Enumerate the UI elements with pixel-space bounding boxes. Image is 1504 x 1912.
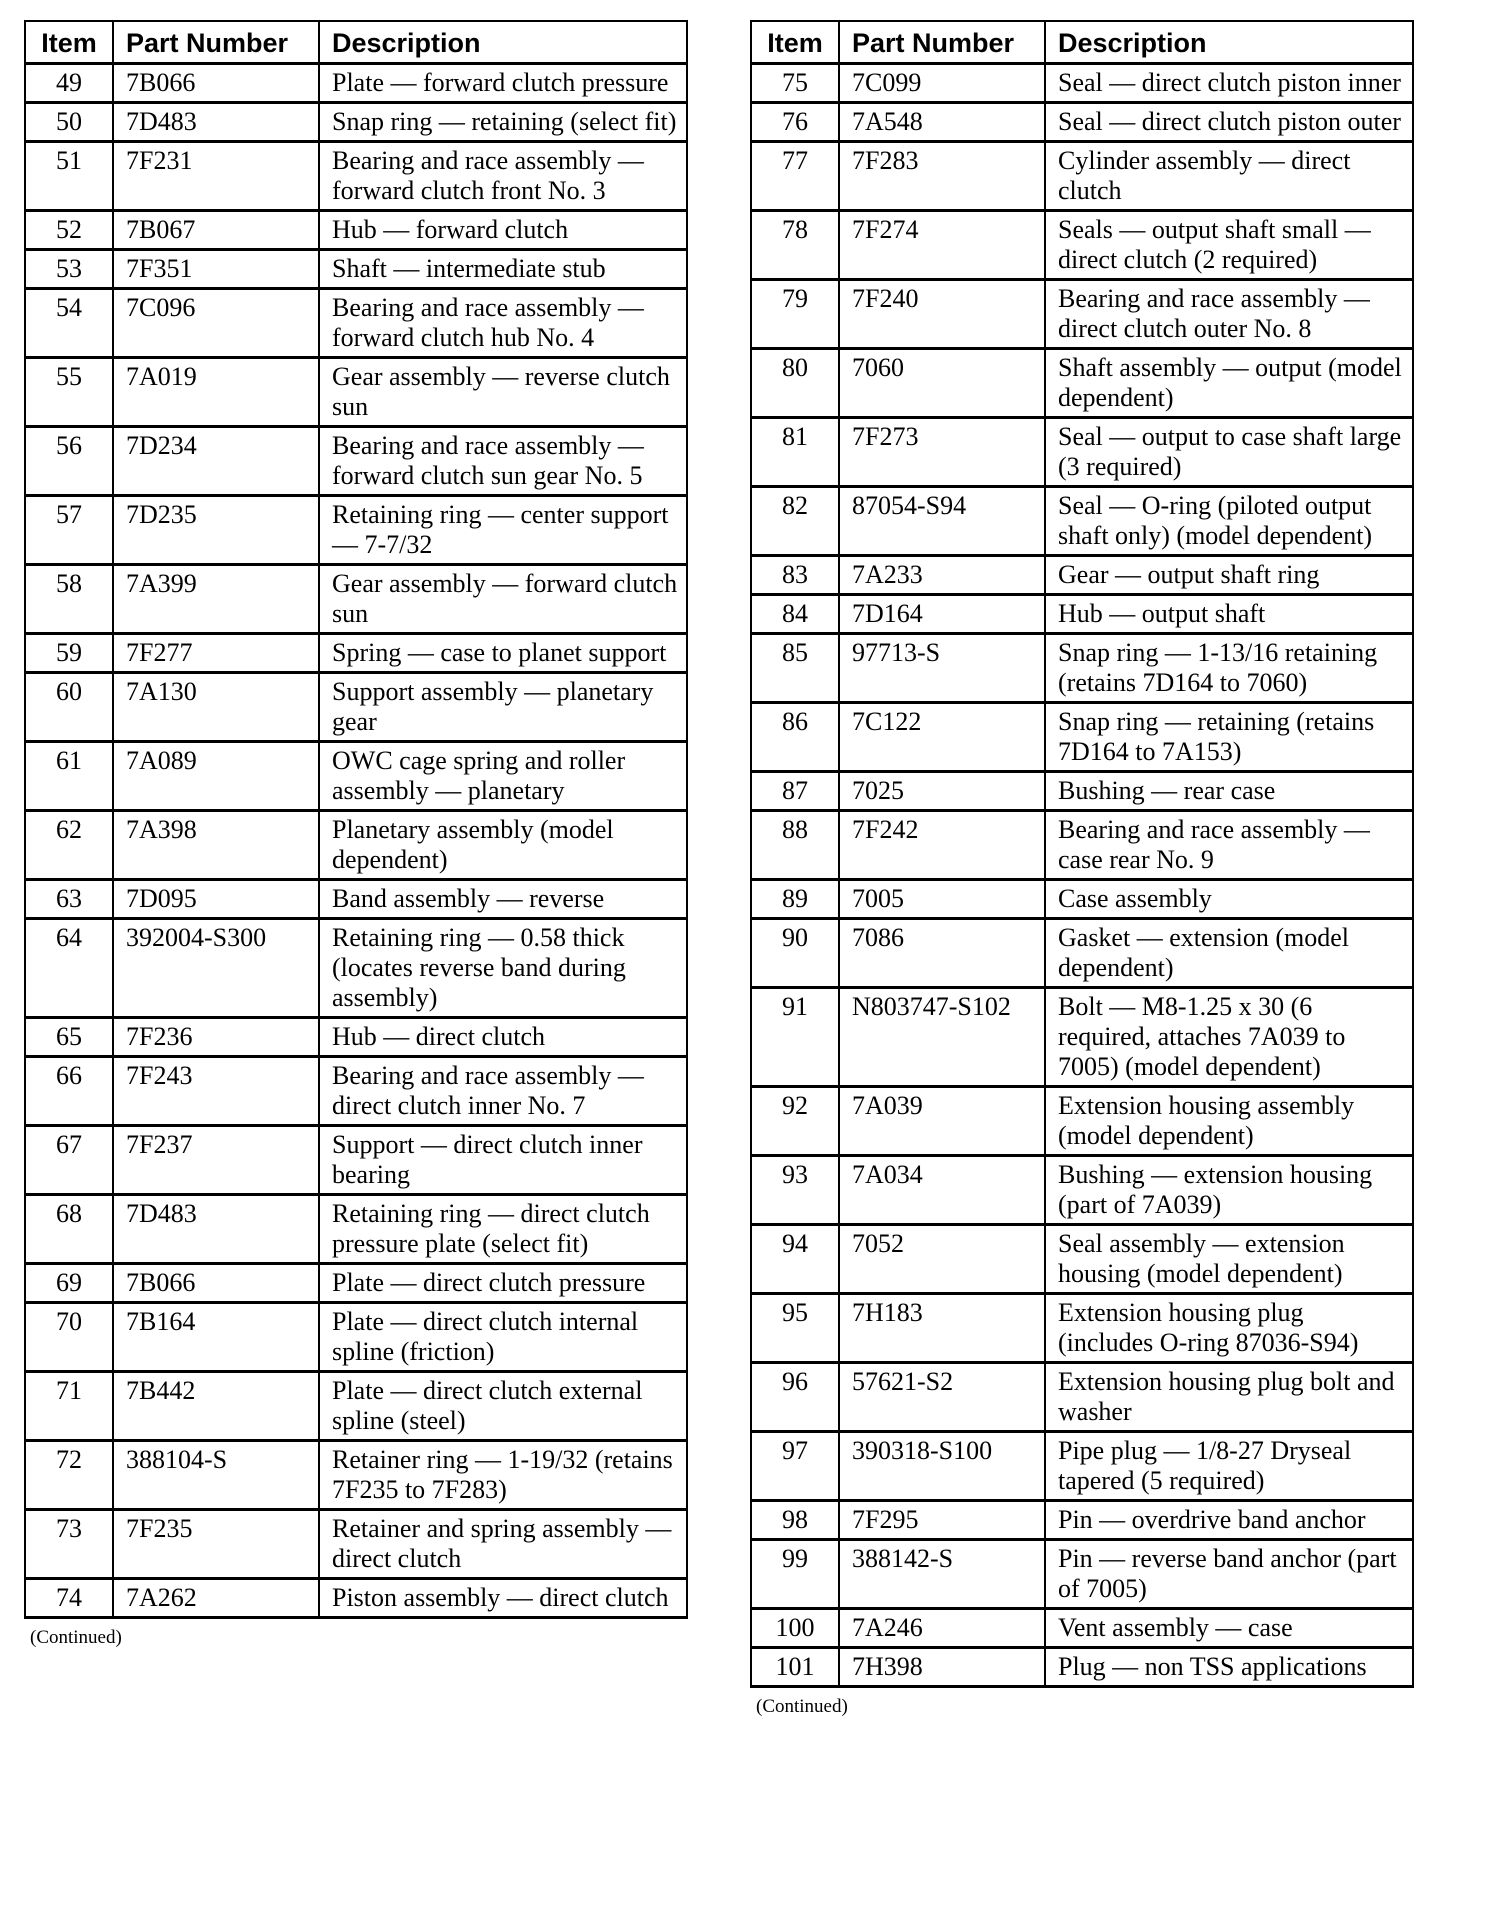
part-number-cell: 7D235 <box>113 496 319 565</box>
table-row <box>25 358 687 427</box>
part-number-cell: 7F351 <box>113 250 319 289</box>
item-cell: 88 <box>751 811 839 880</box>
table-row <box>751 211 1413 280</box>
description-cell: Support assembly — planetary gear <box>319 673 687 742</box>
part-number-cell: 7B164 <box>113 1303 319 1372</box>
description-cell: Snap ring — retaining (select fit) <box>319 103 687 142</box>
item-cell: 55 <box>25 358 113 427</box>
item-cell: 86 <box>751 703 839 772</box>
table-row <box>751 142 1413 211</box>
part-number-cell: 7D164 <box>839 595 1045 634</box>
description-cell: Bearing and race assembly — case rear No. 9 <box>1045 811 1413 880</box>
table-row <box>25 565 687 634</box>
part-number-cell: 7A089 <box>113 742 319 811</box>
item-cell: 59 <box>25 634 113 673</box>
table-row <box>751 1540 1413 1609</box>
item-cell: 83 <box>751 556 839 595</box>
table-row <box>25 1372 687 1441</box>
description-cell: Hub — forward clutch <box>319 211 687 250</box>
description-cell: Seal assembly — extension housing (model dependent) <box>1045 1225 1413 1294</box>
left-parts-table <box>24 20 688 1619</box>
part-number-cell: 7A246 <box>839 1609 1045 1648</box>
table-row <box>25 64 687 103</box>
table-row <box>751 595 1413 634</box>
item-cell: 68 <box>25 1195 113 1264</box>
description-cell: Snap ring — retaining (retains 7D164 to 7A153) <box>1045 703 1413 772</box>
table-row <box>751 556 1413 595</box>
part-number-cell: 7005 <box>839 880 1045 919</box>
item-column-header: Item <box>25 21 113 64</box>
item-cell: 74 <box>25 1579 113 1618</box>
item-cell: 101 <box>751 1648 839 1687</box>
part-number-cell: 7F236 <box>113 1018 319 1057</box>
item-cell: 66 <box>25 1057 113 1126</box>
description-cell: Bearing and race assembly — forward clutch hub No. 4 <box>319 289 687 358</box>
description-cell: Pipe plug — 1/8-27 Dryseal tapered (5 required) <box>1045 1432 1413 1501</box>
item-cell: 63 <box>25 880 113 919</box>
part-number-cell: 7A233 <box>839 556 1045 595</box>
item-cell: 96 <box>751 1363 839 1432</box>
part-number-cell: 7060 <box>839 349 1045 418</box>
item-cell: 54 <box>25 289 113 358</box>
item-cell: 84 <box>751 595 839 634</box>
description-cell: Seal — O-ring (piloted output shaft only) (model dependent) <box>1045 487 1413 556</box>
table-row <box>25 634 687 673</box>
part-number-cell: 7F277 <box>113 634 319 673</box>
item-cell: 62 <box>25 811 113 880</box>
part-number-cell: 7C096 <box>113 289 319 358</box>
part-number-cell: N803747-S102 <box>839 988 1045 1087</box>
description-cell: Gasket — extension (model dependent) <box>1045 919 1413 988</box>
item-cell: 52 <box>25 211 113 250</box>
item-cell: 91 <box>751 988 839 1087</box>
item-cell: 71 <box>25 1372 113 1441</box>
table-row <box>751 418 1413 487</box>
description-cell: OWC cage spring and roller assembly — planetary <box>319 742 687 811</box>
item-cell: 67 <box>25 1126 113 1195</box>
item-cell: 65 <box>25 1018 113 1057</box>
description-cell: Plate — direct clutch pressure <box>319 1264 687 1303</box>
table-row <box>25 811 687 880</box>
table-row <box>25 250 687 289</box>
part-number-cell: 7F240 <box>839 280 1045 349</box>
part-number-cell: 7F295 <box>839 1501 1045 1540</box>
part-number-cell: 7F274 <box>839 211 1045 280</box>
part-number-cell: 7B442 <box>113 1372 319 1441</box>
description-cell: Planetary assembly (model dependent) <box>319 811 687 880</box>
description-cell: Case assembly <box>1045 880 1413 919</box>
description-cell: Seal — direct clutch piston outer <box>1045 103 1413 142</box>
part-number-cell: 7025 <box>839 772 1045 811</box>
table-row <box>25 427 687 496</box>
part-number-cell: 7D234 <box>113 427 319 496</box>
description-cell: Retaining ring — direct clutch pressure plate (select fit) <box>319 1195 687 1264</box>
item-cell: 53 <box>25 250 113 289</box>
right-parts-table <box>750 20 1414 1688</box>
part-number-cell: 7B066 <box>113 1264 319 1303</box>
table-row <box>25 1579 687 1618</box>
description-cell: Extension housing assembly (model dependent) <box>1045 1087 1413 1156</box>
description-cell: Bearing and race assembly — direct clutch outer No. 8 <box>1045 280 1413 349</box>
description-cell: Extension housing plug bolt and washer <box>1045 1363 1413 1432</box>
continued-note-right: (Continued) <box>756 1696 848 1717</box>
description-cell: Plate — forward clutch pressure <box>319 64 687 103</box>
description-cell: Plug — non TSS applications <box>1045 1648 1413 1687</box>
description-cell: Pin — reverse band anchor (part of 7005) <box>1045 1540 1413 1609</box>
item-cell: 78 <box>751 211 839 280</box>
part-number-cell: 7052 <box>839 1225 1045 1294</box>
description-cell: Seal — direct clutch piston inner <box>1045 64 1413 103</box>
part-number-column-header: Part Number <box>113 21 319 64</box>
table-row <box>751 1363 1413 1432</box>
part-number-cell: 7A034 <box>839 1156 1045 1225</box>
description-cell: Shaft — intermediate stub <box>319 250 687 289</box>
part-number-cell: 7F231 <box>113 142 319 211</box>
description-cell: Pin — overdrive band anchor <box>1045 1501 1413 1540</box>
description-cell: Hub — output shaft <box>1045 595 1413 634</box>
part-number-cell: 7086 <box>839 919 1045 988</box>
item-column-header: Item <box>751 21 839 64</box>
description-cell: Bolt — M8-1.25 x 30 (6 required, attaches 7A039 to 7005) (model dependent) <box>1045 988 1413 1087</box>
part-number-cell: 7B066 <box>113 64 319 103</box>
part-number-cell: 392004-S300 <box>113 919 319 1018</box>
table-row <box>25 289 687 358</box>
description-cell: Spring — case to planet support <box>319 634 687 673</box>
table-row <box>25 103 687 142</box>
item-cell: 72 <box>25 1441 113 1510</box>
description-column-header: Description <box>1045 21 1413 64</box>
description-cell: Vent assembly — case <box>1045 1609 1413 1648</box>
table-row <box>25 1264 687 1303</box>
table-row <box>751 634 1413 703</box>
item-cell: 77 <box>751 142 839 211</box>
part-number-cell: 7F235 <box>113 1510 319 1579</box>
right-parts-table-section <box>750 20 1414 1718</box>
table-row <box>25 919 687 1018</box>
part-number-cell: 7A019 <box>113 358 319 427</box>
part-number-cell: 7A398 <box>113 811 319 880</box>
description-column-header: Description <box>319 21 687 64</box>
part-number-cell: 57621-S2 <box>839 1363 1045 1432</box>
table-row <box>25 1126 687 1195</box>
table-row <box>751 487 1413 556</box>
item-cell: 87 <box>751 772 839 811</box>
table-row <box>25 211 687 250</box>
description-cell: Plate — direct clutch internal spline (friction) <box>319 1303 687 1372</box>
table-row <box>751 1432 1413 1501</box>
description-cell: Shaft assembly — output (model dependent) <box>1045 349 1413 418</box>
item-cell: 69 <box>25 1264 113 1303</box>
table-row <box>25 1018 687 1057</box>
item-cell: 64 <box>25 919 113 1018</box>
item-cell: 89 <box>751 880 839 919</box>
item-cell: 80 <box>751 349 839 418</box>
part-number-cell: 7F283 <box>839 142 1045 211</box>
description-cell: Bearing and race assembly — forward clutch sun gear No. 5 <box>319 427 687 496</box>
table-row <box>751 103 1413 142</box>
table-row <box>25 1057 687 1126</box>
table-row <box>751 1225 1413 1294</box>
part-number-cell: 7H183 <box>839 1294 1045 1363</box>
item-cell: 97 <box>751 1432 839 1501</box>
part-number-cell: 7A399 <box>113 565 319 634</box>
part-number-cell: 388142-S <box>839 1540 1045 1609</box>
table-row <box>25 142 687 211</box>
part-number-column-header: Part Number <box>839 21 1045 64</box>
description-cell: Gear assembly — reverse clutch sun <box>319 358 687 427</box>
left-parts-table-section <box>24 20 688 1649</box>
table-row <box>25 1303 687 1372</box>
item-cell: 76 <box>751 103 839 142</box>
item-cell: 50 <box>25 103 113 142</box>
part-number-cell: 7D095 <box>113 880 319 919</box>
part-number-cell: 7F273 <box>839 418 1045 487</box>
item-cell: 100 <box>751 1609 839 1648</box>
item-cell: 81 <box>751 418 839 487</box>
table-row <box>751 988 1413 1087</box>
item-cell: 79 <box>751 280 839 349</box>
table-header-row <box>751 21 1413 64</box>
description-cell: Support — direct clutch inner bearing <box>319 1126 687 1195</box>
part-number-cell: 87054-S94 <box>839 487 1045 556</box>
description-cell: Bushing — rear case <box>1045 772 1413 811</box>
part-number-cell: 7D483 <box>113 103 319 142</box>
table-row <box>25 742 687 811</box>
table-row <box>751 703 1413 772</box>
description-cell: Bushing — extension housing (part of 7A039) <box>1045 1156 1413 1225</box>
table-row <box>751 919 1413 988</box>
table-row <box>25 1195 687 1264</box>
description-cell: Extension housing plug (includes O-ring 87036-S94) <box>1045 1294 1413 1363</box>
table-row <box>751 1501 1413 1540</box>
part-number-cell: 7A130 <box>113 673 319 742</box>
table-row <box>25 880 687 919</box>
item-cell: 85 <box>751 634 839 703</box>
table-row <box>751 280 1413 349</box>
part-number-cell: 7C099 <box>839 64 1045 103</box>
description-cell: Cylinder assembly — direct clutch <box>1045 142 1413 211</box>
item-cell: 60 <box>25 673 113 742</box>
part-number-cell: 390318-S100 <box>839 1432 1045 1501</box>
item-cell: 95 <box>751 1294 839 1363</box>
part-number-cell: 7F237 <box>113 1126 319 1195</box>
part-number-cell: 7A262 <box>113 1579 319 1618</box>
item-cell: 57 <box>25 496 113 565</box>
description-cell: Seal — output to case shaft large (3 required) <box>1045 418 1413 487</box>
table-row <box>751 1087 1413 1156</box>
right-table-body <box>751 64 1413 1687</box>
part-number-cell: 7B067 <box>113 211 319 250</box>
item-cell: 82 <box>751 487 839 556</box>
item-cell: 75 <box>751 64 839 103</box>
item-cell: 99 <box>751 1540 839 1609</box>
table-row <box>751 772 1413 811</box>
table-row <box>751 349 1413 418</box>
item-cell: 61 <box>25 742 113 811</box>
description-cell: Hub — direct clutch <box>319 1018 687 1057</box>
item-cell: 98 <box>751 1501 839 1540</box>
description-cell: Gear assembly — forward clutch sun <box>319 565 687 634</box>
table-row <box>25 496 687 565</box>
description-cell: Retaining ring — 0.58 thick (locates reverse band during assembly) <box>319 919 687 1018</box>
part-number-cell: 7F242 <box>839 811 1045 880</box>
part-number-cell: 97713-S <box>839 634 1045 703</box>
item-cell: 92 <box>751 1087 839 1156</box>
description-cell: Piston assembly — direct clutch <box>319 1579 687 1618</box>
description-cell: Bearing and race assembly — forward clutch front No. 3 <box>319 142 687 211</box>
item-cell: 51 <box>25 142 113 211</box>
part-number-cell: 7D483 <box>113 1195 319 1264</box>
part-number-cell: 388104-S <box>113 1441 319 1510</box>
part-number-cell: 7F243 <box>113 1057 319 1126</box>
part-number-cell: 7A039 <box>839 1087 1045 1156</box>
table-row <box>25 1510 687 1579</box>
description-cell: Plate — direct clutch external spline (steel) <box>319 1372 687 1441</box>
description-cell: Snap ring — 1-13/16 retaining (retains 7D164 to 7060) <box>1045 634 1413 703</box>
item-cell: 90 <box>751 919 839 988</box>
part-number-cell: 7A548 <box>839 103 1045 142</box>
item-cell: 73 <box>25 1510 113 1579</box>
item-cell: 56 <box>25 427 113 496</box>
description-cell: Gear — output shaft ring <box>1045 556 1413 595</box>
description-cell: Retainer and spring assembly — direct clutch <box>319 1510 687 1579</box>
continued-note-left: (Continued) <box>30 1627 122 1648</box>
table-row <box>751 880 1413 919</box>
table-row <box>751 1648 1413 1687</box>
table-row <box>751 64 1413 103</box>
description-cell: Retainer ring — 1-19/32 (retains 7F235 to 7F283) <box>319 1441 687 1510</box>
table-row <box>25 673 687 742</box>
table-header-row <box>25 21 687 64</box>
table-row <box>751 811 1413 880</box>
item-cell: 49 <box>25 64 113 103</box>
item-cell: 70 <box>25 1303 113 1372</box>
item-cell: 94 <box>751 1225 839 1294</box>
left-table-body <box>25 64 687 1618</box>
table-row <box>25 1441 687 1510</box>
item-cell: 93 <box>751 1156 839 1225</box>
description-cell: Bearing and race assembly — direct clutch inner No. 7 <box>319 1057 687 1126</box>
table-row <box>751 1609 1413 1648</box>
description-cell: Band assembly — reverse <box>319 880 687 919</box>
table-row <box>751 1294 1413 1363</box>
part-number-cell: 7C122 <box>839 703 1045 772</box>
description-cell: Retaining ring — center support — 7-7/32 <box>319 496 687 565</box>
item-cell: 58 <box>25 565 113 634</box>
description-cell: Seals — output shaft small — direct clutch (2 required) <box>1045 211 1413 280</box>
part-number-cell: 7H398 <box>839 1648 1045 1687</box>
table-row <box>751 1156 1413 1225</box>
